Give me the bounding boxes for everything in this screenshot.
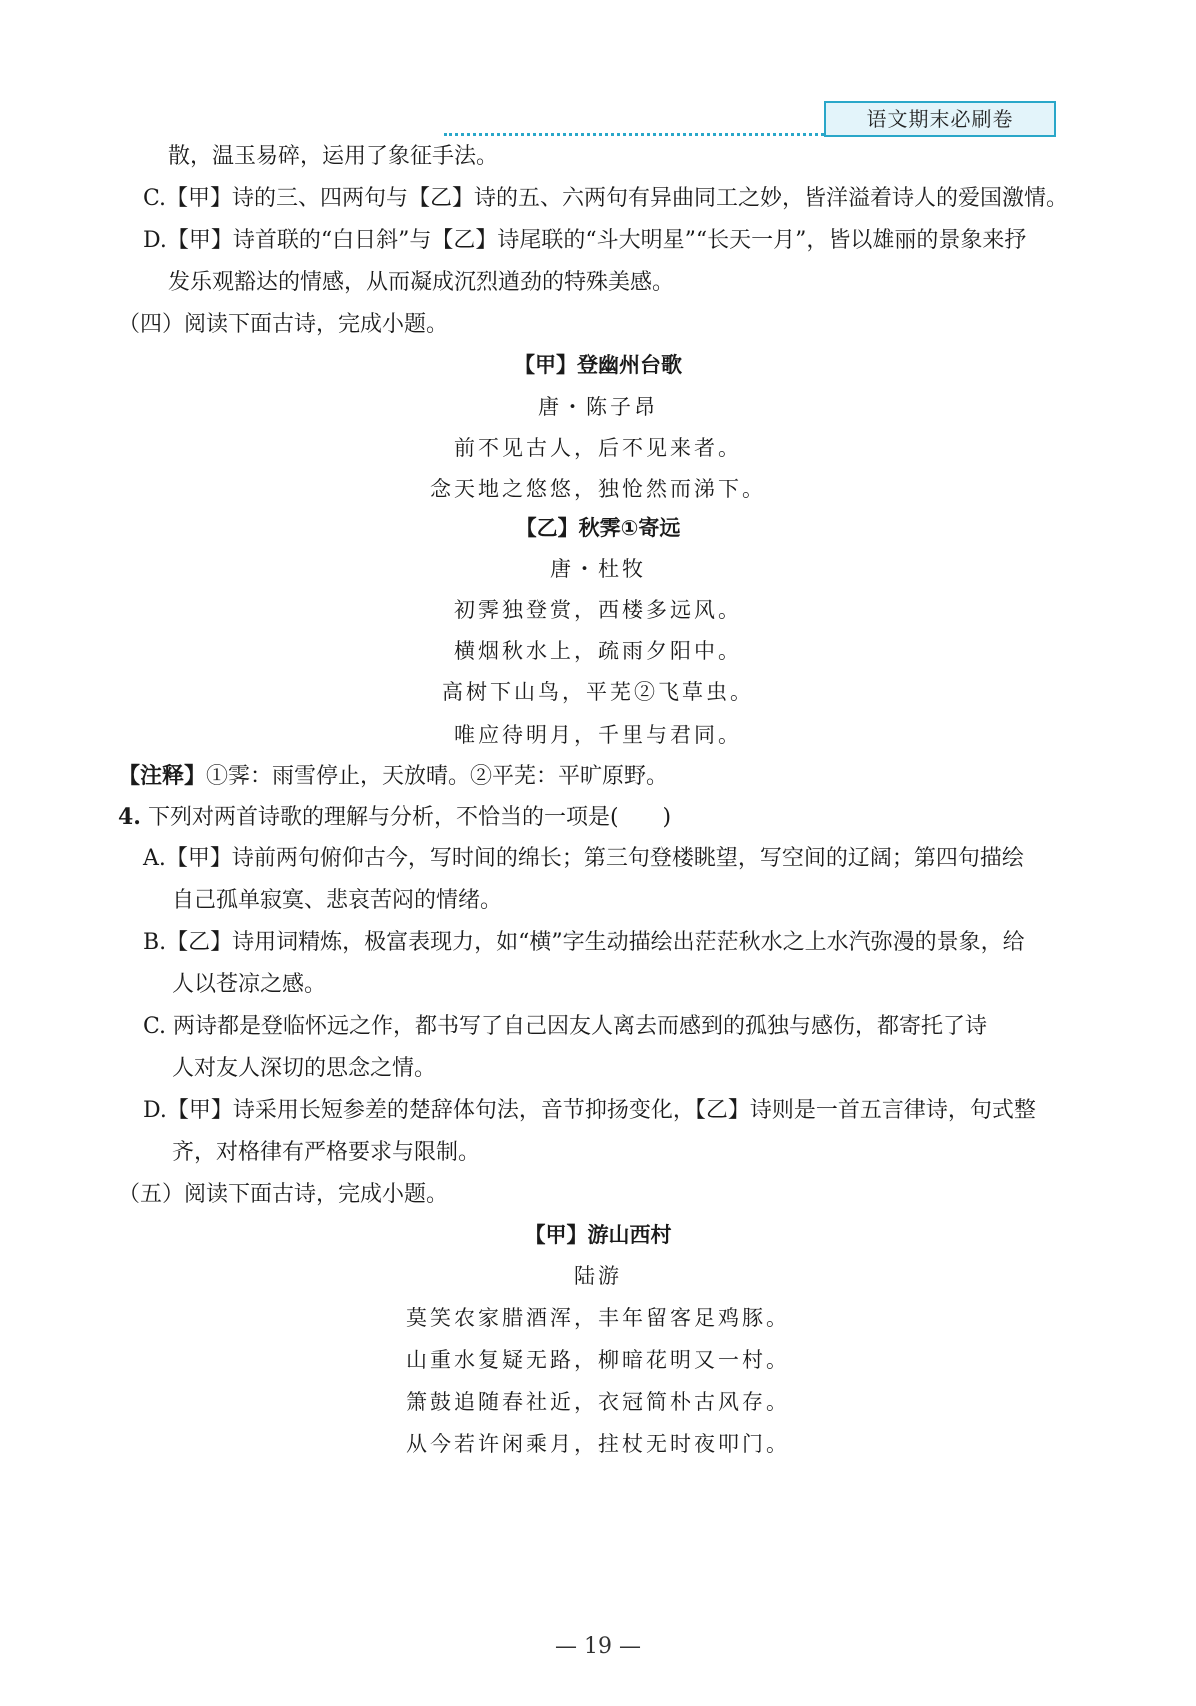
text-line: 散，温玉易碎，运用了象征手法。 — [168, 144, 499, 169]
poem-b-line: 高树下山鸟，平芜②飞草虫。 — [442, 680, 754, 704]
option-b-line-cont: 人以苍凉之感。 — [172, 972, 327, 997]
poem-b-title: 【乙】秋霁①寄远 — [515, 516, 681, 540]
section-5-intro: （五）阅读下面古诗，完成小题。 — [118, 1182, 449, 1207]
section-4-intro: （四）阅读下面古诗，完成小题。 — [118, 312, 449, 337]
poem-c-line: 箫鼓追随春社近，衣冠简朴古风存。 — [406, 1390, 790, 1414]
poem-a-title: 【甲】登幽州台歌 — [514, 353, 682, 377]
option-d-line-cont: 发乐观豁达的情感，从而凝成沉烈遒劲的特殊美感。 — [168, 270, 675, 295]
option-a-line: A.【甲】诗前两句俯仰古今，写时间的绵长；第三句登楼眺望，写空间的辽阔；第四句描绘 — [143, 846, 1024, 871]
option-d-line: D.【甲】诗首联的“白日斜”与【乙】诗尾联的“斗大明星”“长天一月”，皆以雄丽的景象来抒 — [143, 228, 1027, 253]
poem-c-title: 【甲】游山西村 — [524, 1223, 672, 1247]
poem-b-line: 横烟秋水上，疏雨夕阳中。 — [454, 639, 742, 663]
poem-c-line: 山重水复疑无路，柳暗花明又一村。 — [406, 1348, 790, 1372]
question-4 — [118, 802, 671, 833]
option-d-line: D.【甲】诗采用长短参差的楚辞体句法，音节抑扬变化，【乙】诗则是一首五言律诗，句式整 — [143, 1098, 1036, 1123]
poem-c-line: 从今若许闲乘月，拄杖无时夜叩门。 — [406, 1432, 790, 1456]
page-number: — 19 — — [555, 1634, 641, 1659]
option-a-line-cont: 自己孤单寂寞、悲哀苦闷的情绪。 — [172, 888, 503, 913]
option-c-line: C. 两诗都是登临怀远之作，都书写了自己因友人离去而感到的孤独与感伤，都寄托了诗 — [143, 1014, 988, 1039]
annotation-heading: 【注释】 — [118, 764, 207, 789]
poem-a-line: 念天地之悠悠，独怆然而涕下。 — [430, 477, 766, 501]
poem-b-line: 初霁独登赏，西楼多远风。 — [454, 598, 742, 622]
header-dotted-rule — [444, 133, 824, 136]
option-c-line: C.【甲】诗的三、四两句与【乙】诗的五、六两句有异曲同工之妙，皆洋溢着诗人的爱国激情。 — [143, 186, 1069, 211]
poem-b-line: 唯应待明月，千里与君同。 — [454, 723, 742, 747]
poem-b-author: 唐・杜牧 — [550, 557, 646, 581]
header-label: 语文期末必刷卷 — [824, 101, 1056, 137]
annotation-body: ①霁：雨雪停止，天放晴。②平芜：平旷原野。 — [206, 764, 669, 789]
annotation — [118, 762, 668, 792]
option-c-line-cont: 人对友人深切的思念之情。 — [172, 1056, 437, 1081]
poem-a-author: 唐・陈子昂 — [538, 395, 658, 419]
question-number: 4. — [118, 804, 141, 830]
poem-a-line: 前不见古人，后不见来者。 — [454, 436, 742, 460]
poem-c-author: 陆游 — [574, 1264, 622, 1288]
question-text: 下列对两首诗歌的理解与分析，不恰当的一项是( ) — [147, 805, 672, 830]
poem-c-line: 莫笑农家腊酒浑，丰年留客足鸡豚。 — [406, 1306, 790, 1330]
option-d-line-cont: 齐，对格律有严格要求与限制。 — [172, 1140, 481, 1165]
option-b-line: B.【乙】诗用词精炼，极富表现力，如“横”字生动描绘出茫茫秋水之上水汽弥漫的景象，给 — [143, 930, 1025, 955]
